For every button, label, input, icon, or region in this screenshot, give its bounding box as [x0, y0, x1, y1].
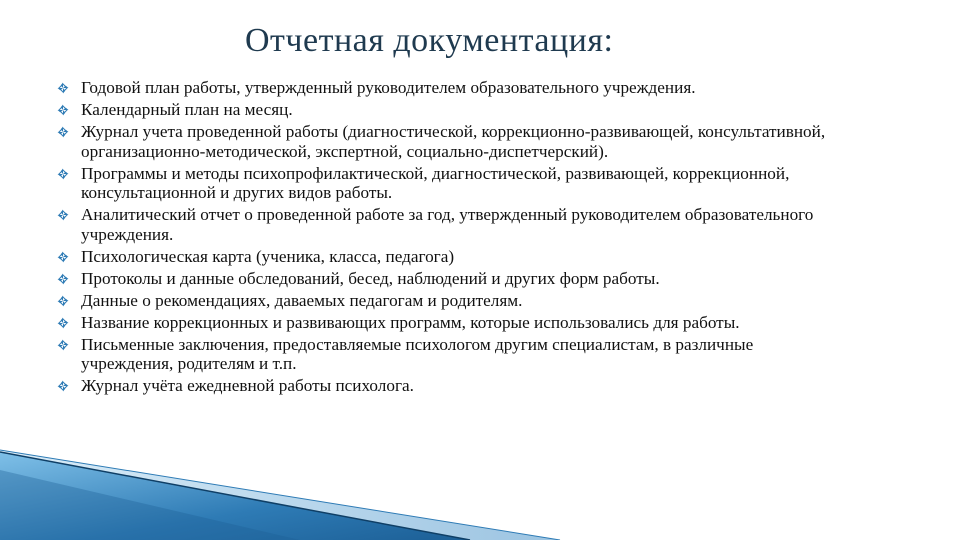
- bullet-item: [57, 291, 827, 311]
- diamond-bullet-icon: [57, 82, 69, 94]
- diamond-bullet-icon: [57, 104, 69, 116]
- bullet-text: Журнал учёта ежедневной работы психолога.: [81, 376, 414, 396]
- bullet-item: [57, 78, 827, 98]
- diamond-bullet-icon: [57, 339, 69, 351]
- bullet-item: [57, 269, 827, 289]
- diamond-bullet-icon: [57, 317, 69, 329]
- bullet-item: [57, 313, 827, 333]
- bullet-text: Психологическая карта (ученика, класса, педагога): [81, 246, 455, 266]
- bullet-text: Протоколы и данные обследований, бесед, наблюдений и других форм работы.: [81, 268, 660, 288]
- bullet-item: [57, 164, 827, 203]
- bullet-text: Аналитический отчет о проведенной работе за год, утвержденный руководителем образовательного учреждения.: [81, 205, 814, 244]
- bullet-item: [57, 247, 827, 267]
- bullet-item: [57, 122, 827, 161]
- bullet-text: Программы и методы психопрофилактической, диагностической, развивающей, коррекционной, консультационной и других видов работы.: [81, 163, 790, 203]
- bullet-item: [57, 376, 827, 396]
- bullet-item: [57, 205, 827, 244]
- diamond-bullet-icon: [57, 273, 69, 285]
- bullet-text: Журнал учета проведенной работы (диагностической, коррекционно-развивающей, консультативной, организационно-методической, экспертной, социально-диспетчерский).: [81, 121, 826, 161]
- diamond-bullet-icon: [57, 295, 69, 307]
- bullet-item: [57, 100, 827, 120]
- bullet-text: Данные о рекомендациях, даваемых педагогам и родителям.: [81, 290, 523, 310]
- bullet-text: Календарный план на месяц.: [81, 99, 293, 119]
- bullet-item: [57, 335, 827, 374]
- bullet-text: Письменные заключения, предоставляемые психологом другим специалистам, в различные учреждения, родителям и т.п.: [81, 334, 754, 374]
- slide-title: Отчетная документация:: [245, 22, 614, 59]
- bullet-text: Название коррекционных и развивающих программ, которые использовались для работы.: [81, 312, 740, 332]
- diamond-bullet-icon: [57, 168, 69, 180]
- diamond-bullet-icon: [57, 209, 69, 221]
- bullet-text: Годовой план работы, утвержденный руководителем образовательного учреждения.: [81, 78, 696, 97]
- diamond-bullet-icon: [57, 251, 69, 263]
- diamond-bullet-icon: [57, 126, 69, 138]
- bullet-list: [57, 78, 827, 398]
- diamond-bullet-icon: [57, 380, 69, 392]
